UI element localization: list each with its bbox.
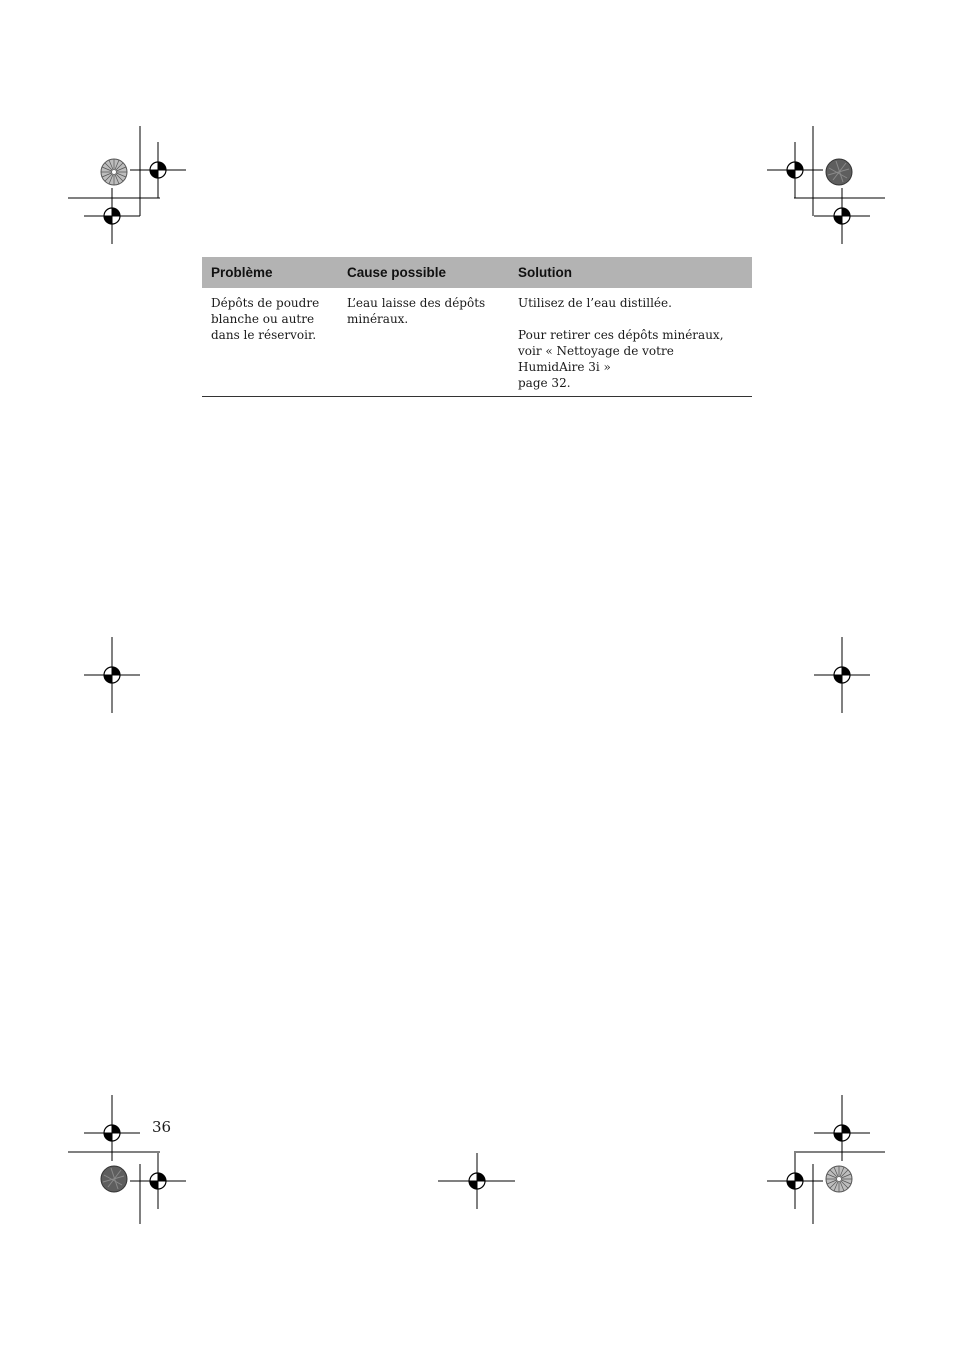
header-solution: Solution [509, 257, 752, 288]
table-row [202, 288, 752, 397]
registration-mark-icon [84, 188, 140, 244]
registration-mark-icon [767, 1153, 823, 1209]
registration-mark-icon [130, 142, 186, 198]
color-wheel-icon [101, 159, 127, 185]
color-wheel-icon [826, 159, 852, 185]
page-number: 36 [152, 1118, 172, 1136]
color-wheel-icon [826, 1166, 852, 1192]
table-header-row [202, 257, 752, 288]
solution-text: Utilisez de l’eau distillée. [518, 296, 672, 310]
registration-mark-icon [130, 1153, 186, 1209]
header-cause: Cause possible [338, 257, 509, 288]
registration-mark-icon [814, 188, 870, 244]
cell-solution [509, 288, 752, 397]
solution-text: Pour retirer ces dépôts minéraux, voir « Nettoyage de votre HumidAire 3i » page 32. [518, 328, 724, 390]
cell-probleme: Dépôts de poudre blanche ou autre dans le réservoir. [202, 288, 338, 397]
troubleshooting-table [202, 257, 752, 397]
header-probleme: Problème [202, 257, 338, 288]
color-wheel-icon [101, 1166, 127, 1192]
cell-cause: L’eau laisse des dépôts minéraux. [338, 288, 509, 397]
registration-mark-icon [767, 142, 823, 198]
